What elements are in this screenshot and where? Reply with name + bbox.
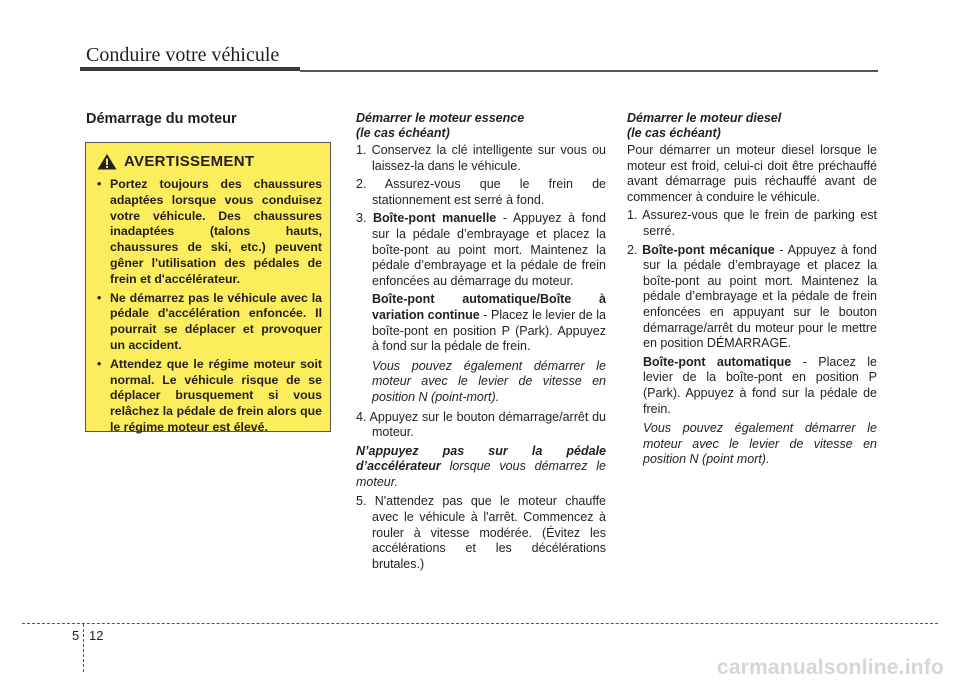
diesel-heading-line1: Démarrer le moteur diesel bbox=[627, 111, 782, 125]
diesel-step-2-number: 2. bbox=[627, 242, 643, 257]
warning-list bbox=[94, 177, 322, 436]
diesel-automatic-text: - Placez le levier de la boîte-pont en position P (Park). Appuyez à fond sur la pédale de frein. bbox=[643, 354, 877, 416]
petrol-caution bbox=[356, 444, 606, 491]
petrol-heading-line1: Démarrer le moteur essence bbox=[356, 111, 525, 125]
diesel-intro: Pour démarrer un moteur diesel lorsque le moteur est froid, celui-ci doit être préchauffé avant démarrage puis réchauffé avant de commencer à conduire le véhicule. bbox=[627, 143, 877, 204]
diesel-heading-line2: (le cas échéant) bbox=[627, 125, 721, 140]
diesel-neutral-note: Vous pouvez également démarrer le moteur avec le levier de vitesse en position N (point mort). bbox=[643, 421, 877, 467]
diesel-heading bbox=[627, 111, 877, 140]
footer-divider bbox=[83, 624, 84, 672]
petrol-step-3-number: 3. bbox=[356, 211, 374, 226]
diesel-step-2 bbox=[627, 243, 877, 352]
petrol-heading bbox=[356, 111, 606, 140]
diesel-step-2-text: - Appuyez à fond sur la pédale d’embrayage et placez la boîte-pont au point mort. Maintenez la pédale d’embrayage et la pédale de frein enfoncées en appuyant sur le bouton démarrage/arrêt du moteur pour le mettre en position DÉMARRAGE. bbox=[643, 242, 877, 351]
header-rule-thin bbox=[300, 70, 878, 72]
petrol-step-3 bbox=[356, 211, 606, 289]
petrol-step-4: 4. Appuyez sur le bouton démarrage/arrêt du moteur. bbox=[356, 409, 606, 440]
warning-item: • Ne démarrez pas le véhicule avec la pédale d'accélération enfoncée. Il pourrait se déplacer et provoquer un accident. bbox=[94, 291, 322, 354]
petrol-step-5: 5. N'attendez pas que le moteur chauffe avec le véhicule à l'arrêt. Commencez à rouler à vitesse modérée. (Évitez les accélérations et les décélérations brutales.) bbox=[356, 494, 606, 571]
petrol-step-3-label: Boîte-pont manuelle bbox=[373, 211, 497, 226]
diesel-automatic-label: Boîte-pont automatique bbox=[643, 354, 792, 369]
section-heading: Démarrage du moteur bbox=[86, 111, 237, 127]
petrol-automatic-label: Boîte-pont automatique/Boîte à variation continue bbox=[372, 292, 606, 322]
watermark: carmanualsonline.info bbox=[716, 656, 944, 679]
warning-box bbox=[85, 142, 331, 432]
petrol-heading-line2: (le cas échéant) bbox=[356, 125, 450, 140]
petrol-column bbox=[356, 111, 606, 575]
warning-header bbox=[97, 153, 322, 170]
petrol-step-1: 1. Conservez la clé intelligente sur vous ou laissez-la dans le véhicule. bbox=[356, 143, 606, 173]
petrol-step-2: 2. Assurez-vous que le frein de stationnement est serré à fond. bbox=[356, 177, 606, 207]
diesel-step-1: 1. Assurez-vous que le frein de parking est serré. bbox=[627, 208, 877, 238]
diesel-column bbox=[627, 111, 877, 472]
petrol-automatic-text: - Placez le levier de la boîte-pont en position P (Park). Appuyez à fond sur la pédale de frein. bbox=[372, 307, 606, 354]
warning-item: • Portez toujours des chaussures adaptées lorsque vous conduisez votre véhicule. Des chaussures inadaptées (talons hauts, chaussures de ski, etc.) peuvent gêner l'utilisation des pédales de frein et d'accélérateur. bbox=[94, 177, 322, 288]
petrol-automatic-instruction bbox=[356, 292, 606, 354]
warning-triangle-icon bbox=[97, 153, 117, 170]
warning-title: AVERTISSEMENT bbox=[124, 153, 255, 170]
chapter-title: Conduire votre véhicule bbox=[86, 44, 280, 66]
petrol-neutral-note: Vous pouvez également démarrer le moteur avec le levier de vitesse en position N (point-mort). bbox=[372, 358, 606, 404]
page-number: 12 bbox=[89, 628, 104, 643]
petrol-step-3-text: - Appuyez à fond sur la pédale d’embrayage et placez la boîte-pont au point mort. Maintenez la pédale d’embrayage et la pédale de frein enfoncées au démarrage du moteur. bbox=[372, 211, 606, 288]
petrol-caution-label: N’appuyez pas sur la pédale d’accélérateur bbox=[356, 443, 606, 474]
petrol-caution-text: lorsque vous démarrez le moteur. bbox=[356, 459, 606, 489]
warning-item: • Attendez que le régime moteur soit normal. Le véhicule risque de se déplacer brusquement si vous relâchez la pédale de frein alors que le régime moteur est élevé. bbox=[94, 357, 322, 436]
footer-rule bbox=[22, 623, 938, 624]
chapter-number: 5 bbox=[72, 628, 80, 643]
header-rule-thick bbox=[80, 67, 300, 71]
diesel-step-2-label: Boîte-pont mécanique bbox=[642, 242, 775, 257]
diesel-automatic-instruction bbox=[627, 355, 877, 417]
